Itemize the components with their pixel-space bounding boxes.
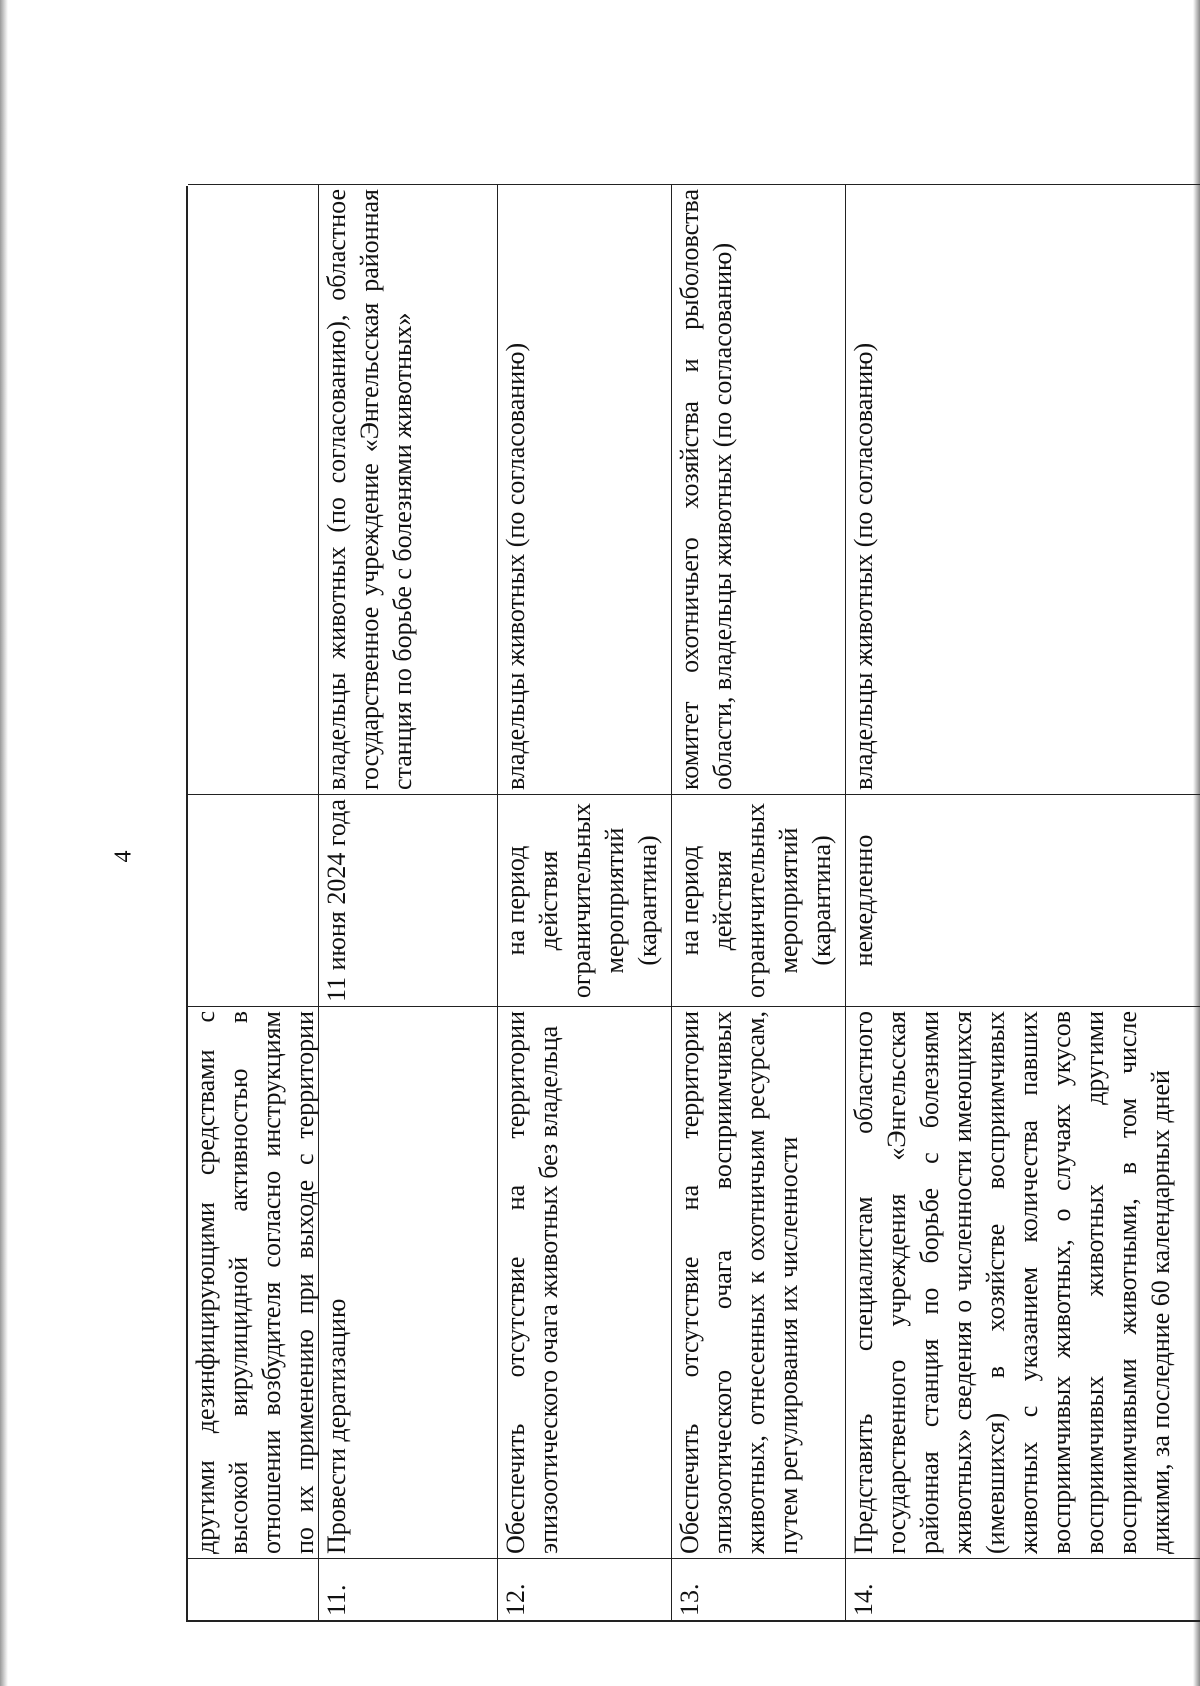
responsible-cell: владельцы животных (по согласованию) xyxy=(498,184,672,794)
responsible-cell: комитет охотничьего хозяйства и рыболовства области, владельцы животных (по согласованию) xyxy=(672,184,846,794)
scan-edge-left xyxy=(0,0,8,1686)
deadline-cell xyxy=(188,794,319,1006)
action-cell: Провести дератизацию xyxy=(319,1006,498,1558)
row-number-cell: 11. xyxy=(319,1558,498,1620)
responsible-cell: владельцы животных (по согласованию) xyxy=(846,184,1200,794)
row-number-cell: 13. xyxy=(672,1558,846,1620)
deadline-cell: немедленно xyxy=(846,794,1200,1006)
action-cell: другими дезинфицирующими средствами с высокой вирулицидной активностью в отношении возбудителя согласно инструкциям по их применению при выходе с территории xyxy=(188,1006,319,1558)
measures-table-grid xyxy=(186,186,1200,1622)
deadline-cell: на период действия ограничительных мероприятий (карантина) xyxy=(498,794,672,1006)
deadline-cell: на период действия ограничительных мероприятий (карантина) xyxy=(672,794,846,1006)
row-number-cell: 14. xyxy=(846,1558,1200,1620)
page-number: 4 xyxy=(110,850,137,863)
measures-table xyxy=(186,186,1200,1622)
row-number-cell: 12. xyxy=(498,1558,672,1620)
responsible-cell: владельцы животных (по согласованию), областное государственное учреждение «Энгельсская районная станция по борьбе с болезнями животных» xyxy=(319,184,498,794)
row-number-cell xyxy=(188,1558,319,1620)
deadline-cell: 11 июня 2024 года xyxy=(319,794,498,1006)
action-cell: Представить специалистам областного государственного учреждения «Энгельсская районная станция по борьбе с болезнями животных» сведения о численности имеющихся (имевшихся) в хозяйстве восприимчивых животных с указанием количества павших восприимчивых животных, о случаях укусов восприимчивых животных другими восприимчивыми животными, в том числе дикими, за последние 60 календарных дней xyxy=(846,1006,1200,1558)
action-cell: Обеспечить отсутствие на территории эпизоотического очага восприимчивых животных, отнесенных к охотничьим ресурсам, путем регулирования их численности xyxy=(672,1006,846,1558)
responsible-cell xyxy=(188,184,319,794)
action-cell: Обеспечить отсутствие на территории эпизоотического очага животных без владельца xyxy=(498,1006,672,1558)
